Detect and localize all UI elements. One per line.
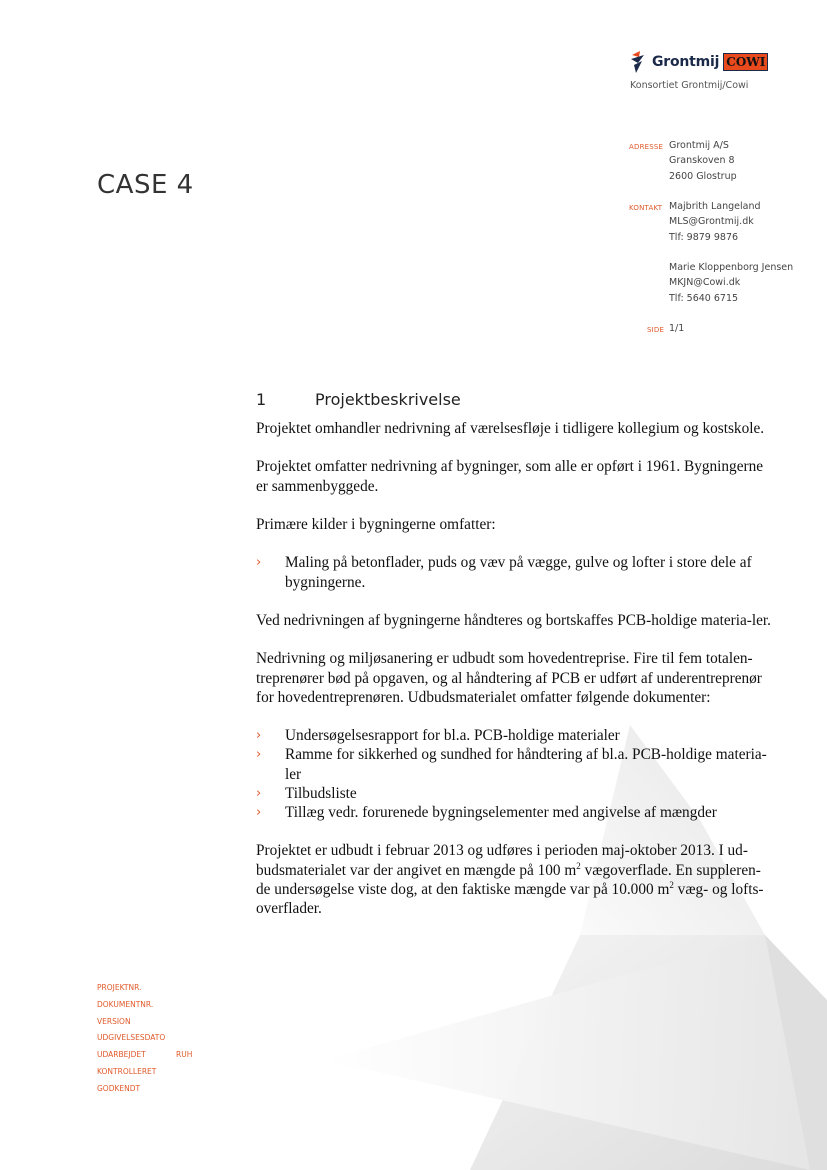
body-text [256, 419, 771, 937]
contact-phone: Tlf: 5640 6715 [669, 292, 739, 304]
address-line: Granskoven 8 [669, 155, 735, 167]
bullet-chevron-icon: › [256, 804, 262, 820]
address-line: 2600 Glostrup [669, 170, 737, 182]
contact-phone: Tlf: 9879 9876 [669, 231, 739, 243]
logo-text-grontmij: Grontmij [652, 54, 720, 70]
section-number: 1 [256, 390, 267, 409]
page-title: CASE 4 [97, 170, 194, 200]
contact-label: KONTAKT [629, 204, 663, 212]
list-item: › Undersøgelsesrapport for bl.a. PCB-holdige materialer [256, 727, 620, 745]
document-metadata [97, 980, 193, 1098]
contact-block-1 [669, 199, 761, 245]
paragraph: Primære kilder i bygningerne omfatter: [256, 515, 496, 533]
bullet-list [256, 726, 771, 822]
list-item: › Tillæg vedr. forurenede bygningselementer med angivelse af mængder [256, 803, 717, 821]
list-item: › Maling på betonflader, puds og væv på vægge, gulve og lofter i store dele af bygningerne. [256, 554, 752, 591]
address-block [669, 138, 737, 184]
bullet-list [256, 553, 771, 591]
consortium-subtitle: Konsortiet Grontmij/Cowi [630, 80, 749, 91]
meta-row-kontrolleret: KONTROLLERET [97, 1066, 157, 1076]
bullet-chevron-icon: › [256, 785, 262, 801]
list-item: › Tilbudsliste [256, 784, 357, 802]
section-heading [256, 390, 461, 409]
page-label: SIDE [647, 326, 665, 334]
contact-email: MLS@Grontmij.dk [669, 216, 754, 228]
address-line: Grontmij A/S [669, 140, 729, 151]
bullet-chevron-icon: › [256, 555, 262, 571]
paragraph: Nedrivning og miljøsanering er udbudt som hovedentreprise. Fire til fem totalen-treprenører bød på opgaven, og al håndtering af PCB er udført af underentreprenør for hovedentreprenøren. Udbudsmaterialet omfatter følgende dokumenter: [256, 650, 762, 706]
contact-name: Majbrith Langeland [669, 201, 761, 212]
contact-email: MKJN@Cowi.dk [669, 277, 741, 289]
company-logo [630, 50, 768, 74]
bullet-chevron-icon: › [256, 747, 262, 763]
paragraph: Ved nedrivningen af bygningerne håndteres og bortskaffes PCB-holdige materia-ler. [256, 611, 771, 629]
meta-row-dokumentnr: DOKUMENTNR. [97, 999, 154, 1009]
meta-row-godkendt: GODKENDT [97, 1083, 141, 1093]
paragraph: Projektet er udbudt i februar 2013 og udføres i perioden maj-oktober 2013. I ud-budsmaterialet var der angivet en mængde på 100 $m^2$ vægoverflade. En suppleren-de undersøgelse viste dog, at den faktiske mængde var på 10.000 $m^2$ væg- og lofts-overflader. [256, 842, 764, 917]
logo-text-cowi: COWI [723, 53, 768, 71]
meta-row-projektnr: PROJEKTNR. [97, 983, 142, 992]
address-label: ADRESSE [629, 143, 664, 151]
paragraph: Projektet omhandler nedrivning af værelsesfløje i tidligere kollegium og kostskole. [256, 420, 765, 437]
contact-name: Marie Kloppenborg Jensen [669, 262, 794, 273]
bullet-chevron-icon: › [256, 728, 262, 744]
meta-row-version: VERSION [97, 1016, 131, 1026]
paragraph: Projektet omfatter nedrivning af bygninger, som alle er opført i 1961. Bygningerne er sammenbyggede. [256, 458, 764, 495]
section-title: Projektbeskrivelse [315, 390, 461, 409]
meta-row-udgivelsesdato: UDGIVELSESDATO [97, 1033, 166, 1043]
meta-row-udarbejdet: UDARBEJDET RUH [97, 1050, 193, 1060]
list-item: › Ramme for sikkerhed og sundhed for håndtering af bl.a. PCB-holdige materia-ler [256, 746, 767, 783]
contact-block-2 [669, 260, 793, 306]
page-number: 1/1 [669, 323, 685, 334]
grontmij-mark-icon [630, 51, 648, 73]
